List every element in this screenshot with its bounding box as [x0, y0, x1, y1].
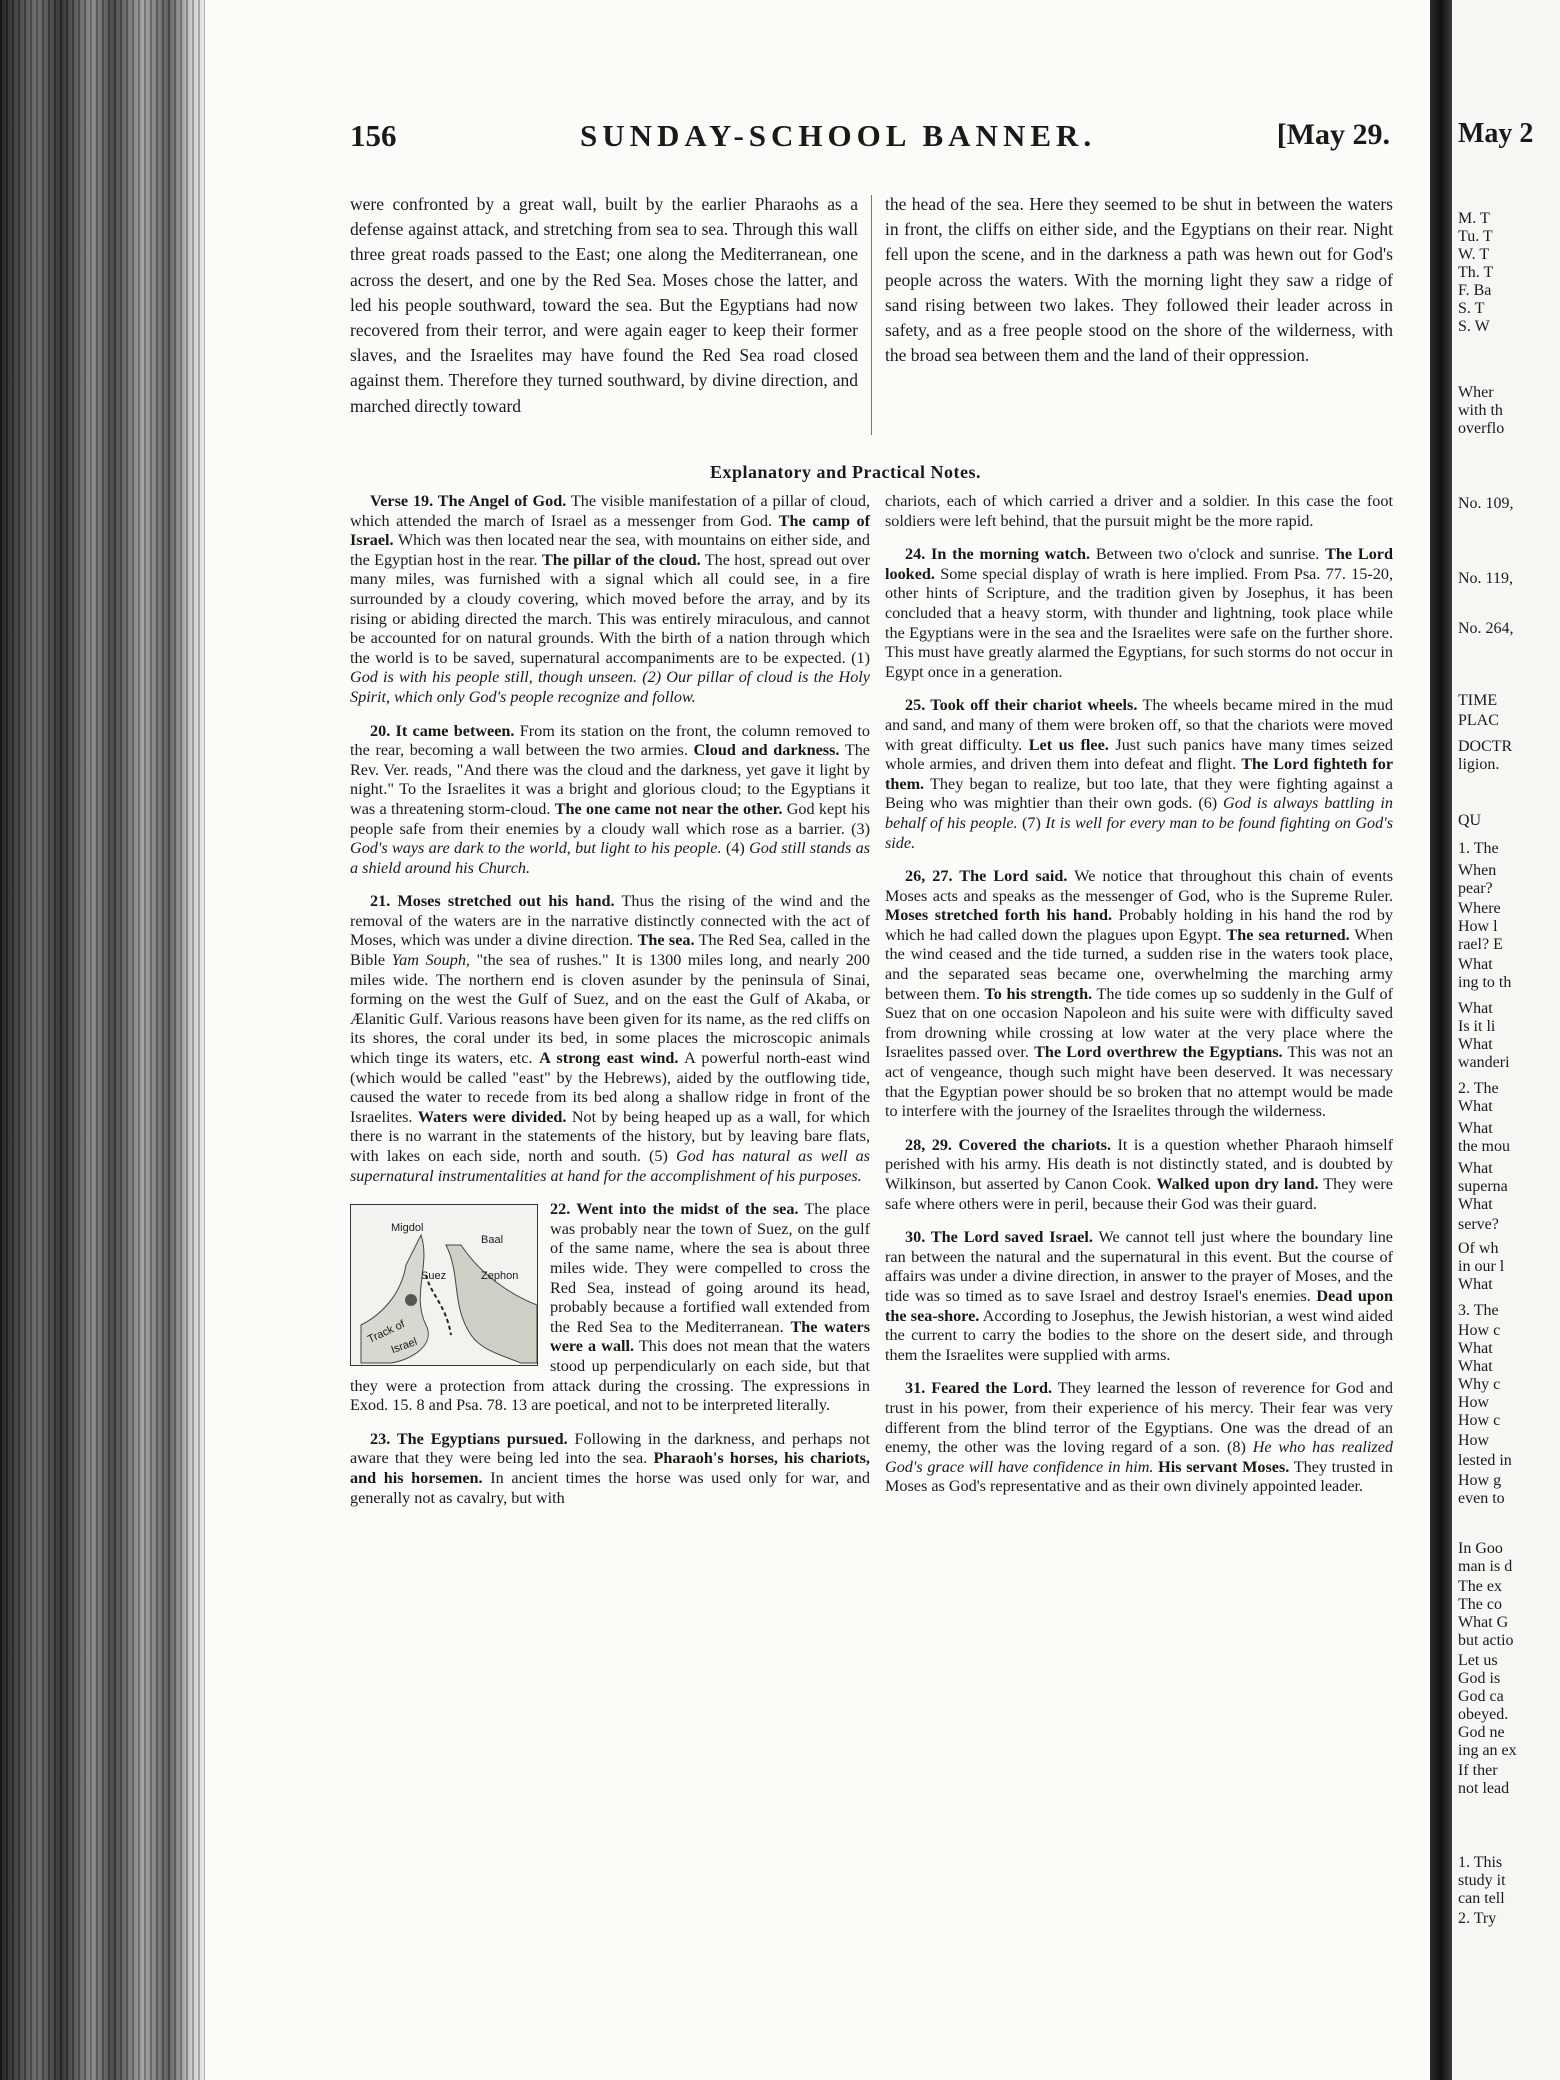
column-rule — [871, 195, 872, 435]
facing-page-fragment: What — [1458, 1120, 1493, 1137]
facing-page-fragment: The ex — [1458, 1578, 1502, 1595]
facing-page-fragment: but actio — [1458, 1632, 1514, 1649]
facing-page-fragment: superna — [1458, 1178, 1508, 1195]
note-verse-24: 24. In the morning watch. Between two o'clock and sunrise. The Lord looked. Some special display of wrath is here implied. From Psa. 77. 15-20, other hints of Scripture, and the tradition given by Josephus, it has been concluded that a heavy storm, with thunder and lightning, took place while the Egyptians were in the sea and the Israelites were safe on the further shore. This must have greatly alarmed the Egyptians, for such storms do not occur in Egypt once in a generation. — [885, 545, 1393, 681]
facing-page-fragment: In Goo — [1458, 1540, 1503, 1557]
facing-page-fragment: How — [1458, 1394, 1490, 1411]
facing-page-fragment: in our l — [1458, 1258, 1505, 1275]
facing-page-fragment: How l — [1458, 918, 1498, 935]
facing-page-fragment: No. 264, — [1458, 620, 1514, 637]
facing-page-fragment: What — [1458, 1036, 1493, 1053]
facing-page-fragment: May 2 — [1458, 118, 1534, 149]
facing-page-fragment: M. T — [1458, 210, 1490, 227]
facing-page-edge — [1452, 0, 1560, 2080]
facing-page-fragment: S. W — [1458, 318, 1490, 335]
note-verse-20: 20. It came between. From its station on the front, the column removed to the rear, becoming a wall between the two armies. Cloud and darkness. The Rev. Ver. reads, "And there was the cloud and the darkness, yet gave it light by night." To the Israelites it was a bright and glorious cloud; to the Egyptians it was a threatening storm-cloud. The one came not near the other. God kept his people safe from their enemies by a cloudy wall which rose as a barrier. (3) God's ways are dark to the world, but light to his people. (4) God still stands as a shield around his Church. — [350, 721, 871, 877]
facing-page-fragment: 2. The — [1458, 1080, 1499, 1097]
facing-page-fragment: Why c — [1458, 1376, 1501, 1393]
facing-page-fragment: DOCTR — [1458, 738, 1513, 755]
facing-page-fragment: study it — [1458, 1872, 1506, 1889]
facing-page-fragment: with th — [1458, 402, 1503, 419]
note-verse-26-27: 26, 27. The Lord said. We notice that throughout this chain of events Moses acts and speaks as the messenger of God, who is the Supreme Ruler. Moses stretched forth his hand. Probably holding in his hand the rod by which he had called down the plagues upon Egypt. The sea returned. When the wind ceased and the tide turned, a sudden rise in the waters took place, and the separated seas became one, overwhelming the marching army between them. To his strength. The tide comes up so suddenly in the Gulf of Suez that on one occasion Napoleon and his suite were with difficulty saved from drowning while crossing at low water at the very place where the Israelites passed over. The Lord overthrew the Egyptians. This was not an act of vengeance, though such might have been deserved. It was necessary that the Egyptian power should be so broken that no attempt would be made to interfere with the journey of the Israelites through the wilderness. — [885, 867, 1394, 1121]
facing-page-fragment: 1. The — [1458, 840, 1499, 857]
facing-page-fragment: How c — [1458, 1322, 1501, 1339]
section-title: Explanatory and Practical Notes. — [710, 462, 981, 482]
facing-page-fragment: 1. This — [1458, 1854, 1503, 1871]
map-label-zephon: Zephon — [481, 1270, 519, 1283]
facing-page-fragment: Wher — [1458, 384, 1494, 401]
note-verse-30: 30. The Lord saved Israel. We cannot tell just where the boundary line ran between the natural and the supernatural in this event. But the course of affairs was under a divine direction, in answer to the prayer of Moses, and the tide was so timed as to save Israel and destroy Israel's enemies. Dead upon the sea-shore. According to Josephus, the Jewish historian, a west wind aided the current to carry the bodies to the shore on the desert side, and through them the Israelites were supplied with arms. — [885, 1228, 1393, 1364]
facing-page-fragment: What — [1458, 1276, 1493, 1293]
facing-page-fragment: 2. Try — [1458, 1910, 1497, 1927]
facing-page-fragment: the mou — [1458, 1138, 1510, 1155]
intro-right-column — [885, 192, 1393, 368]
facing-page-fragment: not lead — [1458, 1780, 1510, 1797]
intro-right-text: the head of the sea. Here they seemed to be shut in between the waters in front, the cliffs on either side, and the Egyptians on their rear. Night fell upon the scene, and in the darkness a path was hewn out for God's people across the waters. With the morning light they saw a ridge of sand rising between two lakes. They followed their leader across in safety, and as a free people stood on the shore of the wilderness, with the broad sea between them and the land of their oppression. — [885, 194, 1393, 366]
facing-page-fragment: ligion. — [1458, 756, 1500, 773]
facing-page-fragment: Tu. T — [1458, 228, 1493, 245]
map-label-baal: Baal — [481, 1234, 504, 1247]
facing-page-fragment: No. 119, — [1458, 570, 1513, 587]
facing-page-fragment: The co — [1458, 1596, 1502, 1613]
facing-page-fragment: ing an ex — [1458, 1742, 1517, 1759]
facing-page-fragment: pear? — [1458, 880, 1493, 897]
intro-left-text: were confronted by a great wall, built by the earlier Pharaohs as a defense against attack, and stretching from sea to sea. Through this wall three great roads passed to the East; one along the Mediterranean, one across the desert, and one by the Red Sea. Moses chose the latter, and led his people southward, toward the sea. But the Egyptians had now recovered from their terror, and were again eager to keep their former slaves, and the Israelites may have found the Red Sea road closed against them. Therefore they turned southward, by divine direction, and marched directly toward — [350, 194, 858, 416]
map-label-suez: Suez — [421, 1270, 447, 1283]
facing-page-fragment: rael? E — [1458, 936, 1503, 953]
facing-page-fragment: Is it li — [1458, 1018, 1496, 1035]
facing-page-fragment: What — [1458, 1000, 1493, 1017]
facing-page-fragment: What G — [1458, 1614, 1509, 1631]
facing-page-fragment: TIME — [1458, 692, 1498, 709]
facing-page-fragment: even to — [1458, 1490, 1505, 1507]
page-gutter — [1430, 0, 1452, 2080]
spine-texture — [0, 0, 205, 2080]
facing-page-fragment: Th. T — [1458, 264, 1494, 281]
map-label-migdol: Migdol — [391, 1222, 424, 1235]
facing-page-fragment: overflo — [1458, 420, 1505, 437]
book-spine — [0, 0, 205, 2080]
facing-page-fragment: What — [1458, 1340, 1493, 1357]
facing-page-fragment: lested in — [1458, 1452, 1512, 1469]
facing-page-fragment: PLAC — [1458, 712, 1499, 729]
facing-page-fragment: Of wh — [1458, 1240, 1499, 1257]
facing-page-fragment: How c — [1458, 1412, 1501, 1429]
facing-page-fragment: What — [1458, 1196, 1493, 1213]
facing-page-fragment: What — [1458, 1160, 1493, 1177]
notes-right-column — [885, 492, 1393, 1511]
facing-page-fragment: Where — [1458, 900, 1501, 917]
crossing-map — [350, 1204, 538, 1366]
facing-page-fragment: serve? — [1458, 1216, 1499, 1233]
facing-page-fragment: What — [1458, 1358, 1493, 1375]
facing-page-fragment: obeyed. — [1458, 1706, 1509, 1723]
note-verse-22: Migdol Baal Suez Zephon Track of Israel 22. Went into the midst of the sea. The place was probably near the town of Suez, on the gulf of the same name, where the sea is about three miles wide. They were compelled to cross the Red Sea, instead of going around its head, probably because a fortified wall extended from the Red Sea to the Mediterranean. The waters were a wall. This does not mean that the waters stood up perpendicularly on each side, but that they were a protection from attack during the crossing. The expressions in Exod. 15. 8 and Psa. 78. 13 are poetical, and not to be interpreted literally. — [350, 1200, 871, 1415]
facing-page-fragment: man is d — [1458, 1558, 1513, 1575]
note-verse-25: 25. Took off their chariot wheels. The wheels became mired in the mud and sand, and many of them were broken off, so that the chariots were moved with great difficulty. Let us flee. Just such panics have many times seized whole armies, and driven them into defeat and flight. The Lord fighteth for them. They began to realize, but too late, that they were fighting against a Being who was mightier than their own gods. (6) God is always battling in behalf of his people. (7) It is well for every man to be found fighting on God's side. — [885, 696, 1394, 852]
publication-title: SUNDAY-SCHOOL BANNER. — [580, 118, 1097, 153]
facing-page-fragment: Let us — [1458, 1652, 1498, 1669]
page — [205, 0, 1430, 2080]
facing-page-fragment: God ne — [1458, 1724, 1505, 1741]
page-header — [350, 118, 1390, 162]
note-verse-28-29: 28, 29. Covered the chariots. It is a question whether Pharaoh himself perished with his army. His death is not distinctly stated, and is doubted by Wilkinson, but asserted by Canon Cook. Walked upon dry land. They were safe where others were in peril, because their God was their guard. — [885, 1135, 1393, 1213]
facing-page-fragment: God ca — [1458, 1688, 1504, 1705]
facing-page-fragment: QU — [1458, 812, 1482, 829]
facing-page-fragment: W. T — [1458, 246, 1490, 263]
facing-page-fragment: wanderi — [1458, 1054, 1510, 1071]
map-label-israel: Israel — [389, 1335, 419, 1357]
facing-page-fragment: ing to th — [1458, 974, 1512, 991]
facing-page-fragment: can tell — [1458, 1890, 1505, 1907]
note-verse-19: Verse 19. The Angel of God. The visible manifestation of a pillar of cloud, which attended the march of Israel as a messenger from God. The camp of Israel. Which was then located near the sea, with mountains on either side, and the Egyptian host in the rear. The pillar of the cloud. The host, spread out over many miles, was furnished with a signal which all could see, in a fire surrounded by a cloudy covering, which moved before the array, and by its rising or abiding directed the march. This was entirely miraculous, and cannot be accounted for on natural grounds. With the birth of a nation through which the world is to be saved, supernatural accompaniments are to be expected. (1) God is with his people still, though unseen. (2) Our pillar of cloud is the Holy Spirit, which only God's people recognize and follow. — [350, 492, 871, 706]
page-number: 156 — [350, 118, 397, 153]
note-verse-21: 21. Moses stretched out his hand. Thus the rising of the wind and the removal of the waters are in the narrative distinctly connected with the act of Moses, which was under a divine direction. The sea. The Red Sea, called in the Bible Yam Souph, "the sea of rushes." It is 1300 miles long, and nearly 200 miles wide. The northern end is cloven asunder by the peninsula of Sinai, forming on the west the Gulf of Suez, and on the east the Gulf of Akaba, or Ælanitic Gulf. Various reasons have been given for its name, as the red cliffs on its shores, the coral under its bed, in some places the microscopic animals which tinge its waters, etc. A strong east wind. A powerful north-east wind (which would be called "east" by the Hebrews), aided by the outflowing tide, caused the water to recede from its bed along a shallow ridge in front of the Israelites. Waters were divided. Not by being heaped up as a wall, for which there is no warrant in the statements of the history, but by leaving bare flats, with lakes on each side, north and south. (5) God has natural as well as supernatural instrumentalities at hand for the accomplishment of his purposes. — [350, 892, 871, 1185]
notes-left-column — [350, 492, 870, 1522]
facing-page-fragment: If ther — [1458, 1762, 1498, 1779]
facing-page-fragment: 3. The — [1458, 1302, 1499, 1319]
intro-left-column — [350, 192, 858, 419]
facing-page-fragment: When — [1458, 862, 1497, 879]
map-label-track-of: Track of — [365, 1318, 407, 1347]
facing-page-fragment: F. Ba — [1458, 282, 1492, 299]
facing-page-fragment: What — [1458, 956, 1493, 973]
facing-page-fragment: What — [1458, 1098, 1493, 1115]
facing-page-fragment: S. T — [1458, 300, 1485, 317]
facing-page-fragment: How — [1458, 1432, 1490, 1449]
note-verse-31: 31. Feared the Lord. They learned the lesson of reverence for God and trust in his power, from their experience of his mercy. Their fear was very different from the blind terror of the Egyptians. One was the dread of an enemy, the other was the loving regard of a son. (8) He who has realized God's grace will have confidence in him. His servant Moses. They trusted in Moses as God's representative and as their own divinely appointed leader. — [885, 1379, 1394, 1496]
note-continuation: chariots, each of which carried a driver and a soldier. In this case the foot soldiers were left behind, that the pursuit might be the more rapid. — [885, 492, 1393, 530]
issue-date: [May 29. — [1276, 118, 1390, 151]
note-verse-23: 23. The Egyptians pursued. Following in the darkness, and perhaps not aware that they were being led into the sea. Pharaoh's horses, his chariots, and his horsemen. In ancient times the horse was used only for war, and generally not as cavalry, but with — [350, 1429, 870, 1507]
facing-page-fragment: No. 109, — [1458, 495, 1514, 512]
facing-page-fragment: God is — [1458, 1670, 1501, 1687]
facing-page-fragment: How g — [1458, 1472, 1502, 1489]
